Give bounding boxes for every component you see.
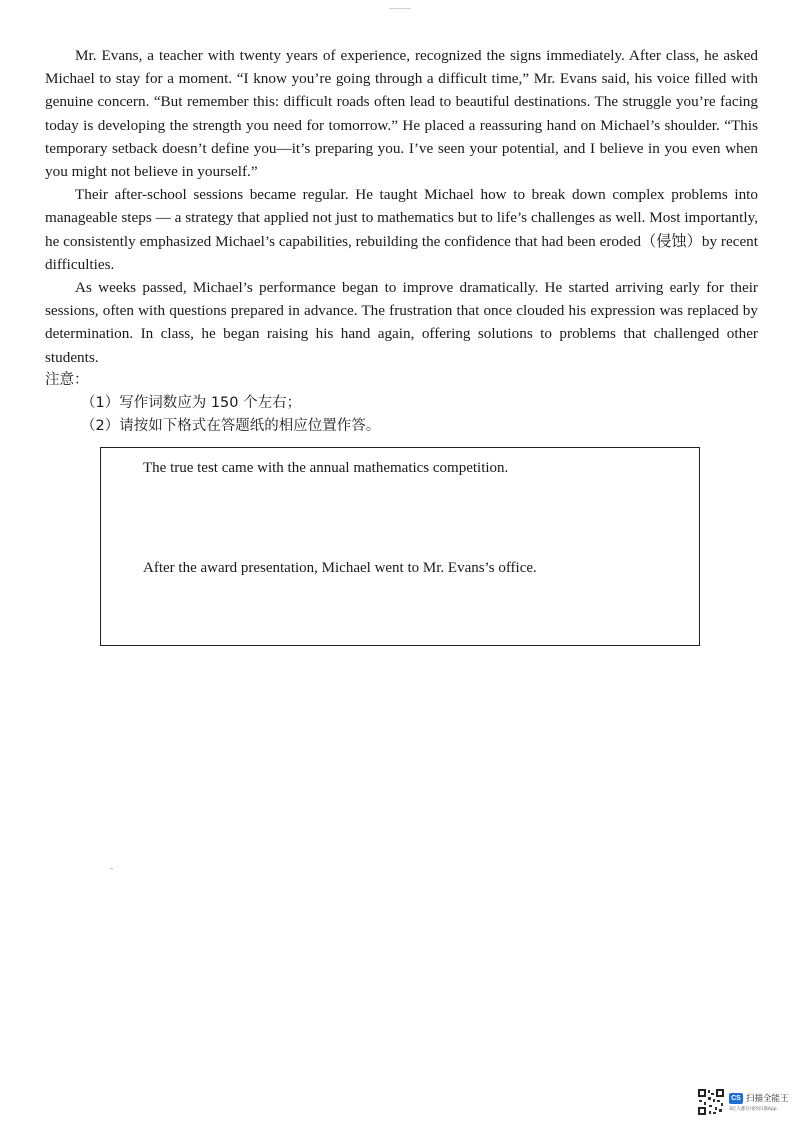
camscanner-logo-icon: CS — [729, 1093, 743, 1104]
note-item-word-count: （1）写作词数应为 150 个左右； — [81, 394, 302, 411]
notes-title: 注意： — [45, 371, 89, 388]
answer-box-second-line: After the award presentation, Michael went to Mr. Evans’s office. — [143, 560, 537, 576]
answer-box-first-line: The true test came with the annual mathematics competition. — [143, 460, 509, 476]
scan-speck — [110, 868, 113, 869]
exam-page-content — [45, 44, 758, 438]
scan-artifact-mark — [43, 8, 757, 16]
note-item-format: （2）请按如下格式在答题纸的相应位置作答。 — [81, 417, 381, 434]
answer-format-box — [100, 447, 700, 646]
watermark-brand-row — [729, 1092, 789, 1104]
watermark-app-name: 扫描全能王 — [746, 1094, 789, 1104]
watermark-text-group — [729, 1092, 789, 1112]
story-paragraph-1: Mr. Evans, a teacher with twenty years of experience, recognized the signs immediately. After class, he asked Michael to stay for a moment. “I know you’re going through a difficult time,” Mr. Evans said, his voice filled with genuine concern. “But remember this: difficult roads often lead to beautiful destinations. The struggle you’re facing today is developing the strength you need for tomorrow.” He placed a reassuring hand on Michael’s shoulder. “This temporary setback doesn’t define you—it’s preparing you. I’ve seen your potential, and I believe in you even when you might not believe in yourself.” — [45, 47, 758, 181]
story-paragraph-3: As weeks passed, Michael’s performance began to improve dramatically. He started arriving early for their sessions, often with questions prepared in advance. The frustration that once clouded his expression was replaced by determination. In class, he began raising his hand again, offering solutions to problems that challenged other students. — [45, 279, 758, 366]
scanner-app-watermark — [697, 1085, 790, 1119]
qr-code-icon — [697, 1088, 725, 1116]
story-paragraph-2: Their after-school sessions became regular. He taught Michael how to break down complex problems into manageable steps — a strategy that applied not just to mathematics but to life’s challenges as well. Most importantly, he consistently emphasized Michael’s capabilities, rebuilding the confidence that had been eroded（侵蚀）by recent difficulties. — [45, 186, 758, 273]
watermark-subtitle: 3亿人都在用的扫描App — [729, 1107, 777, 1112]
